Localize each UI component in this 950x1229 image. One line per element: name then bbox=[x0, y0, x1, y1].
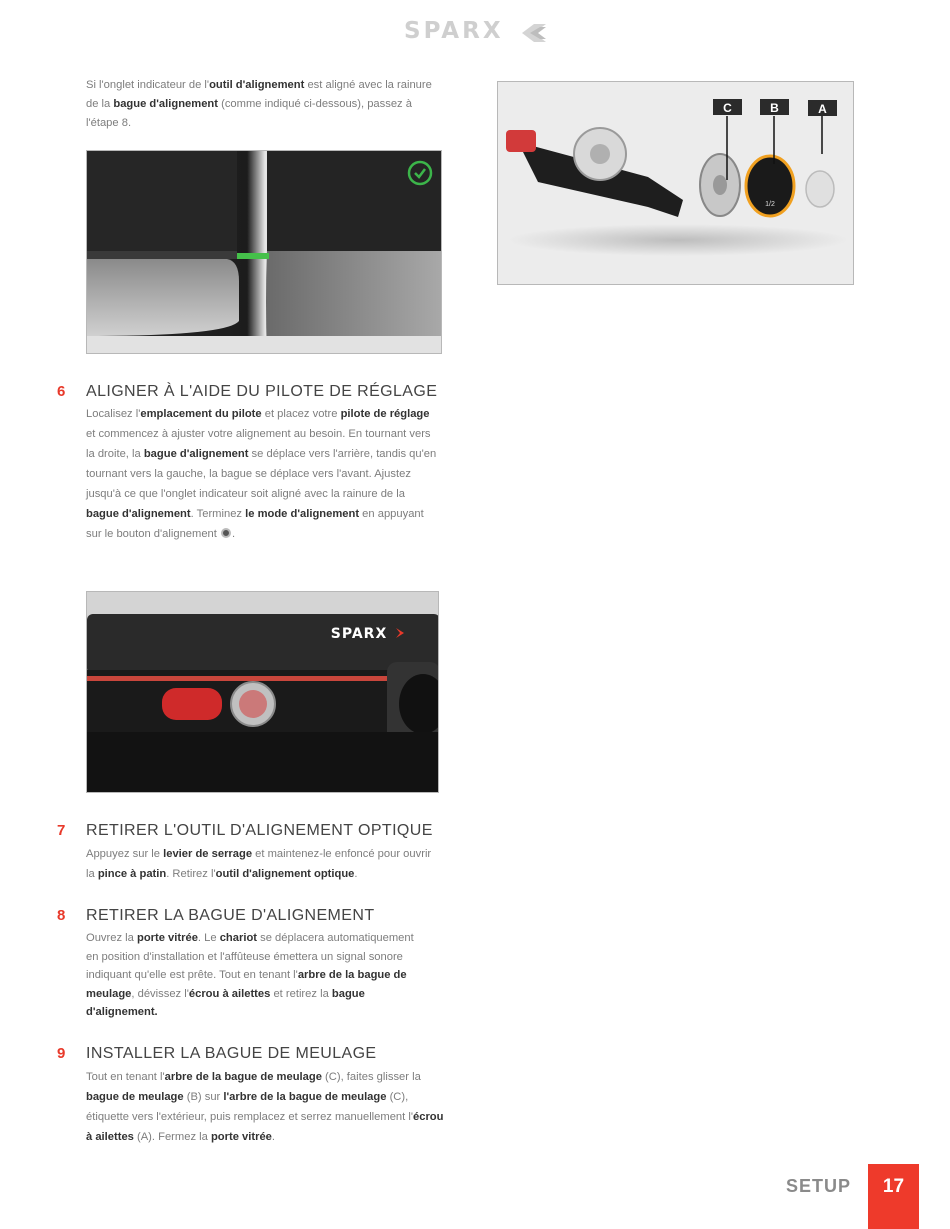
svg-text:SPARX: SPARX bbox=[330, 626, 388, 642]
text-run: Localisez l' bbox=[86, 408, 141, 420]
step-7-number: 7 bbox=[57, 822, 66, 839]
bold-term: bague d'alignement bbox=[86, 508, 191, 520]
bold-term: arbre de la bague de meulage bbox=[86, 969, 407, 1000]
logo-text: SPARX bbox=[404, 18, 504, 44]
intro-paragraph bbox=[86, 76, 446, 133]
logo-chevron-icon bbox=[520, 22, 548, 44]
text-run: et maintenez-le enfoncé pour ouvrir la bbox=[86, 848, 432, 880]
text-run: (A). Fermez la bbox=[133, 1131, 211, 1143]
step-8-title: RETIRER LA BAGUE D'ALIGNEMENT bbox=[86, 907, 375, 924]
bold-term: écrou à ailettes bbox=[188, 987, 271, 1000]
bold-term: chariot bbox=[219, 932, 258, 944]
button-icon bbox=[221, 528, 231, 538]
svg-text:A: A bbox=[818, 102, 827, 116]
text-run: et retirez la bbox=[270, 987, 332, 1000]
bold-term: bague de meulage bbox=[86, 1091, 184, 1103]
text-run: en appuyant sur le bouton d'alignement bbox=[86, 508, 424, 540]
text-run: se déplace vers l'arrière, tandis qu'en tournant vers la gauche, la bague se déplace vers l'avant. Ajustez jusqu'à ce que l'onglet indicateur soit aligné avec la rainure de la bbox=[86, 448, 437, 500]
text-run: se déplacera automatiquement en position d'installation et l'affûteuse émettera un signal sonore indiquant qu'elle est prête. Tout en tenant l' bbox=[86, 932, 414, 981]
text-run: . bbox=[354, 868, 358, 880]
text-run: (C), faites glisser la bbox=[321, 1071, 421, 1083]
step-9-title: INSTALLER LA BAGUE DE MEULAGE bbox=[86, 1045, 377, 1062]
text-run: . bbox=[271, 1131, 276, 1143]
text-run: Appuyez sur le bbox=[86, 848, 164, 860]
page-number: 17 bbox=[882, 1176, 905, 1197]
machine-pilot-photo bbox=[86, 591, 439, 793]
text-run: . Retirez l' bbox=[166, 868, 216, 880]
bold-term: emplacement du pilote bbox=[140, 408, 262, 420]
step-7-title: RETIRER L'OUTIL D'ALIGNEMENT OPTIQUE bbox=[86, 822, 433, 839]
bold-term: porte vitrée bbox=[136, 932, 198, 944]
text-run: et commencez à ajuster votre alignement au besoin. En tournant vers la droite, la bbox=[86, 428, 431, 460]
bold-term: bague d'alignement bbox=[113, 98, 218, 110]
bold-term: outil d'alignement bbox=[209, 79, 305, 91]
sparx-logo bbox=[402, 18, 552, 46]
svg-text:B: B bbox=[770, 101, 779, 115]
bold-term: pince à patin bbox=[97, 868, 167, 880]
bold-term: bague d'alignement. bbox=[86, 987, 365, 1018]
text-run: et placez votre bbox=[261, 408, 341, 420]
text-run: , dévissez l' bbox=[131, 987, 189, 1000]
bold-term: écrou à ailettes bbox=[86, 1111, 444, 1143]
text-run: Ouvrez la bbox=[86, 932, 137, 944]
bold-term: porte vitrée bbox=[210, 1131, 272, 1143]
text-run: Si l'onglet indicateur de l' bbox=[86, 79, 210, 91]
step-9-body bbox=[86, 1067, 446, 1147]
step-6-title: ALIGNER À L'AIDE DU PILOTE DE RÉGLAGE bbox=[86, 383, 438, 400]
text-run: (comme indiqué ci-dessous), passez à l'étape 8. bbox=[86, 98, 412, 129]
bold-term: arbre de la bague de meulage bbox=[164, 1071, 322, 1083]
ring-assembly-diagram bbox=[497, 81, 854, 285]
indicator-tab bbox=[237, 253, 269, 259]
page-number-box bbox=[868, 1164, 919, 1229]
bold-term: pilote de réglage bbox=[340, 408, 430, 420]
wing-nut-a bbox=[806, 171, 834, 207]
bold-term: le mode d'alignement bbox=[245, 508, 360, 520]
text-run: Tout en tenant l' bbox=[86, 1071, 165, 1083]
section-label: SETUP bbox=[786, 1176, 852, 1196]
text-run: . bbox=[232, 528, 236, 540]
text-run: (B) sur bbox=[183, 1091, 224, 1103]
svg-text:C: C bbox=[723, 101, 732, 115]
text-run: (C), étiquette vers l'extérieur, puis remplacez et serrez manuellement l' bbox=[86, 1091, 413, 1123]
bold-term: outil d'alignement optique bbox=[215, 868, 355, 880]
step-6-number: 6 bbox=[57, 383, 66, 400]
step-6-body bbox=[86, 404, 438, 544]
step-9-number: 9 bbox=[57, 1045, 66, 1062]
text-run: . Le bbox=[197, 932, 220, 944]
bold-term: bague d'alignement bbox=[143, 448, 249, 460]
bold-term: l'arbre de la bague de meulage bbox=[223, 1091, 387, 1103]
step-7-body bbox=[86, 844, 438, 884]
text-run: est aligné avec la rainure de la bbox=[86, 79, 432, 110]
step-8-body bbox=[86, 929, 426, 1022]
text-run: . Terminez bbox=[190, 508, 246, 520]
step-8-number: 8 bbox=[57, 907, 66, 924]
svg-text:1/2: 1/2 bbox=[765, 201, 775, 208]
bold-term: levier de serrage bbox=[163, 848, 253, 860]
alignment-closeup-photo bbox=[86, 150, 442, 354]
